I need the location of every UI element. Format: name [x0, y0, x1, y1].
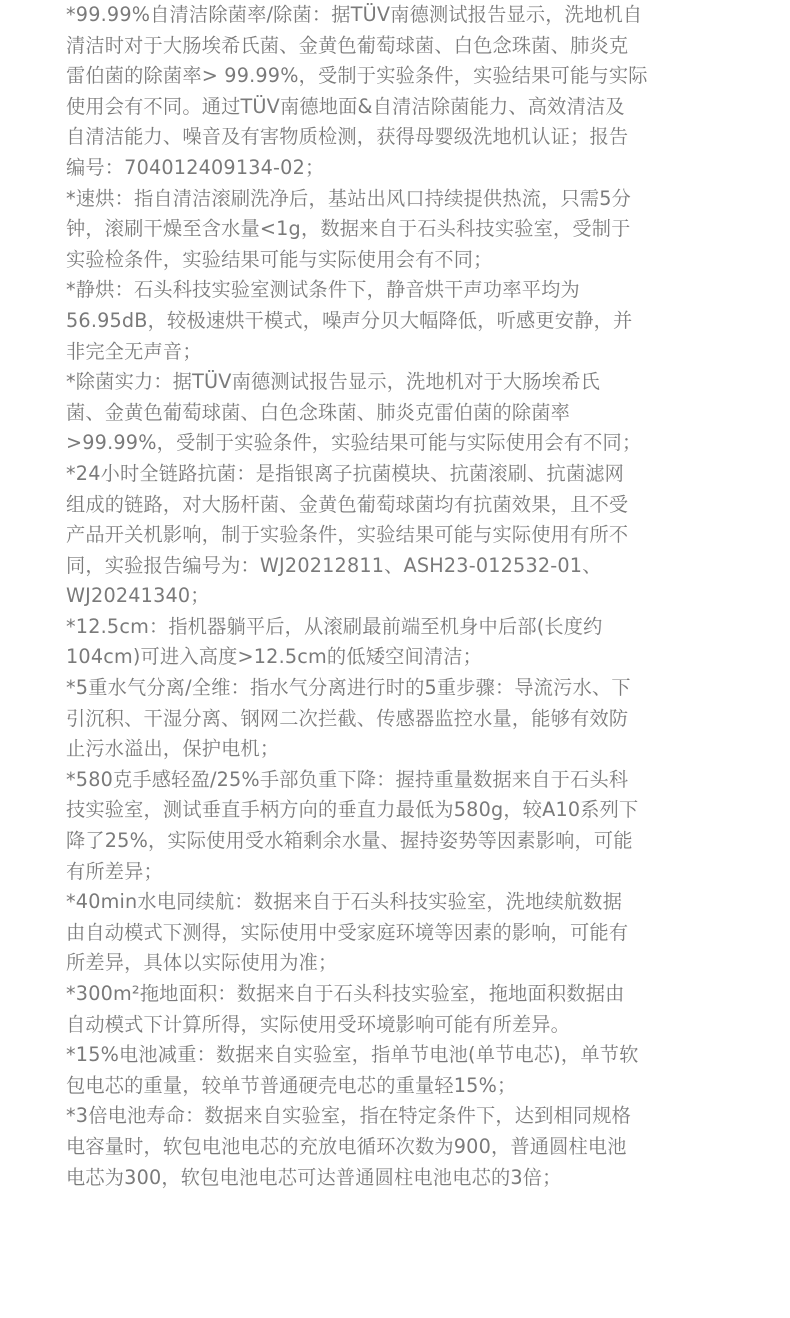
note-line: *300m²拖地面积：数据来自于石头科技实验室，拖地面积数据由 — [66, 982, 625, 1005]
note-line: *静烘：石头科技实验室测试条件下，静音烘干声功率平均为 — [66, 278, 580, 302]
note-line: 由自动模式下测得，实际使用中受家庭环境等因素的影响，可能有 — [66, 920, 629, 944]
disclaimer-note — [66, 184, 726, 276]
note-line: 清洁时对于大肠埃希氏菌、金黄色葡萄球菌、白色念珠菌、肺炎克 — [66, 33, 629, 57]
note-line: 包电芯的重量，较单节普通硬壳电芯的重量轻15%； — [66, 1073, 517, 1097]
disclaimer-note — [66, 612, 726, 673]
disclaimer-note — [66, 887, 726, 979]
note-line: 实验检条件，实验结果可能与实际使用会有不同； — [66, 247, 493, 271]
note-line: *速烘：指自清洁滚刷洗净后，基站出风口持续提供热流，只需5分 — [66, 186, 632, 210]
note-line: 电容量时，软包电池电芯的充放电循环次数为900，普通圆柱电池 — [66, 1134, 627, 1158]
disclaimer-note — [66, 979, 726, 1040]
note-line: *24小时全链路抗菌：是指银离子抗菌模块、抗菌滚刷、抗菌滤网 — [66, 461, 625, 485]
note-line: WJ20241340； — [66, 584, 210, 608]
disclaimer-note — [66, 1101, 726, 1193]
note-line: *5重水气分离/全维：指水气分离进行时的5重步骤：导流污水、下 — [66, 676, 631, 700]
disclaimer-note — [66, 0, 726, 184]
note-line: 降了25%，实际使用受水箱剩余水量、握持姿势等因素影响，可能 — [66, 829, 633, 853]
note-line: 56.95dB，较极速烘干模式，噪声分贝大幅降低，听感更安静，并 — [66, 308, 633, 332]
disclaimer-note — [66, 1040, 726, 1101]
note-line: 有所差异； — [66, 859, 163, 883]
note-line: *40min水电同续航：数据来自于石头科技实验室，洗地续航数据 — [66, 890, 623, 914]
note-line: >99.99%，受制于实验条件，实验结果可能与实际使用会有不同； — [66, 431, 642, 455]
note-line: 产品开关机影响，制于实验条件，实验结果可能与实际使用有所不 — [66, 523, 629, 547]
note-line: 菌、金黄色葡萄球菌、白色念珠菌、肺炎克雷伯菌的除菌率 — [66, 400, 571, 424]
note-line: 引沉积、干湿分离、钢网二次拦截、传感器监控水量，能够有效防 — [66, 706, 629, 730]
note-line: 止污水溢出，保护电机； — [66, 737, 280, 761]
note-line: 电芯为300，软包电池电芯可达普通圆柱电池电芯的3倍； — [66, 1165, 562, 1189]
note-line: *除菌实力：据TÜV南德测试报告显示，洗地机对于大肠埃希氏 — [66, 370, 600, 394]
note-line: 104cm)可进入高度>12.5cm的低矮空间清洁； — [66, 645, 483, 669]
note-line: 非完全无声音； — [66, 339, 202, 363]
note-line: 编号：704012409134-02； — [66, 155, 325, 179]
disclaimer-notes — [66, 0, 726, 1193]
note-line: *99.99%自清洁除菌率/除菌：据TÜV南德测试报告显示，洗地机自 — [66, 3, 643, 26]
note-line: 所差异，具体以实际使用为准； — [66, 951, 338, 975]
note-line: 钟，滚刷干燥至含水量<1g，数据来自于石头科技实验室，受制于 — [66, 217, 631, 241]
note-line: 组成的链路，对大肠杆菌、金黄色葡萄球菌均有抗菌效果，且不受 — [66, 492, 629, 516]
note-line: 雷伯菌的除菌率> 99.99%，受制于实验条件，实验结果可能与实际 — [66, 64, 648, 88]
note-line: *580克手感轻盈/25%手部负重下降：握持重量数据来自于石头科 — [66, 767, 629, 791]
note-line: 技实验室，测试垂直手柄方向的垂直力最低为580g，较A10系列下 — [66, 798, 639, 822]
note-line: 同，实验报告编号为：WJ20212811、ASH23-012532-01、 — [66, 553, 602, 577]
disclaimer-note — [66, 367, 726, 459]
note-line: *3倍电池寿命：数据来自实验室，指在特定条件下，达到相同规格 — [66, 1104, 632, 1128]
note-line: *12.5cm：指机器躺平后，从滚刷最前端至机身中后部(长度约 — [66, 614, 603, 638]
disclaimer-note — [66, 765, 726, 887]
note-line: 自清洁能力、噪音及有害物质检测，获得母婴级洗地机认证；报告 — [66, 125, 629, 149]
note-line: 自动模式下计算所得，实际使用受环境影响可能有所差异。 — [66, 1012, 571, 1036]
disclaimer-note — [66, 275, 726, 367]
note-line: *15%电池减重：数据来自实验室，指单节电池(单节电芯)，单节软 — [66, 1043, 639, 1067]
disclaimer-note — [66, 459, 726, 612]
disclaimer-note — [66, 673, 726, 765]
note-line: 使用会有不同。通过TÜV南德地面&自清洁除菌能力、高效清洁及 — [66, 94, 625, 118]
